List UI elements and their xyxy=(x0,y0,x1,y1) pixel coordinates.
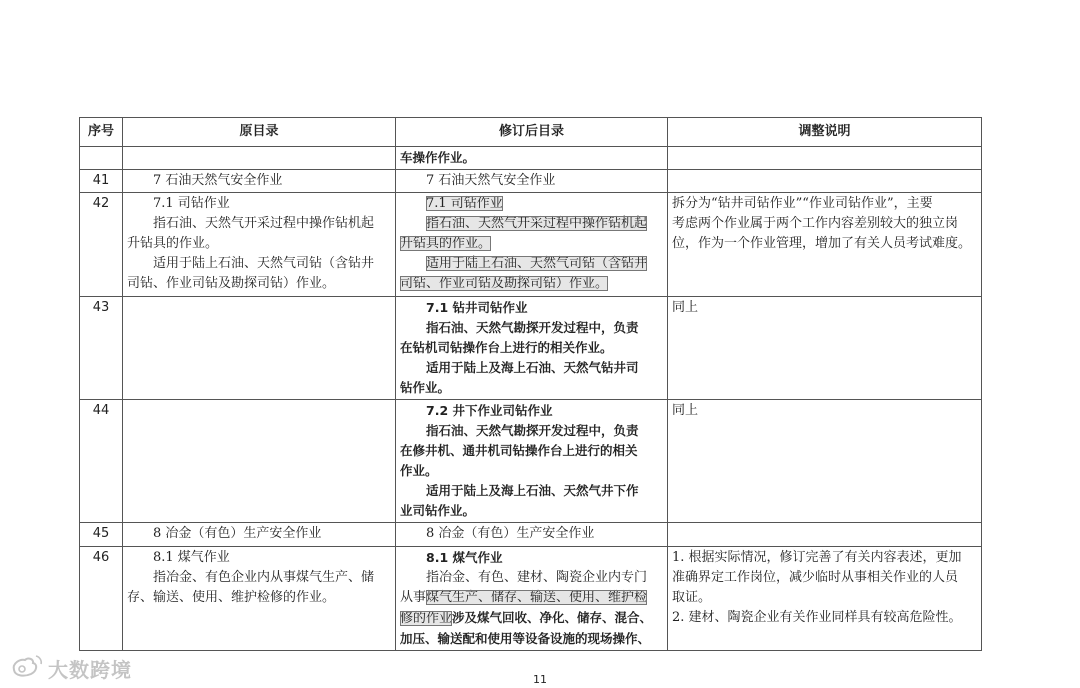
orig-cell xyxy=(123,547,396,651)
rev-cell xyxy=(396,193,668,297)
table-header-row xyxy=(80,118,982,147)
table-row xyxy=(80,193,982,297)
row-num: 45 xyxy=(80,523,123,547)
highlighted-text: 司钻、作业司钻及勘探司钻）作业。 xyxy=(400,276,609,291)
orig-line: 7.1 司钻作业 xyxy=(153,196,230,211)
row-num: 41 xyxy=(80,170,123,193)
note-cell xyxy=(668,193,982,297)
table-row xyxy=(80,547,982,651)
note-cell xyxy=(668,170,982,193)
note-line: 考虑两个作业属于两个工作内容差别较大的独立岗 xyxy=(672,216,959,231)
rev-line: 7.1 钻井司钻作业 xyxy=(426,300,528,315)
col-header-revised: 修订后目录 xyxy=(396,118,668,147)
rev-cell xyxy=(396,400,668,523)
rev-line: 业司钻作业。 xyxy=(400,503,476,518)
orig-cell xyxy=(123,147,396,170)
highlighted-text: 升钻具的作业。 xyxy=(400,236,492,251)
orig-line: 适用于陆上石油、天然气司钻（含钻井 xyxy=(153,256,375,271)
note-line: 取证。 xyxy=(672,590,712,605)
orig-cell xyxy=(123,170,396,193)
table-row xyxy=(80,523,982,547)
rev-line: 8.1 煤气作业 xyxy=(426,550,503,565)
row-num: 42 xyxy=(80,193,123,297)
revision-table xyxy=(79,117,982,651)
rev-line: 在修井机、通井机司钻操作台上进行的相关 xyxy=(400,443,638,458)
note-line: 位，作为一个作业管理，增加了有关人员考试难度。 xyxy=(672,236,972,251)
rev-line: 指冶金、有色、建材、陶瓷企业内专门 xyxy=(426,570,648,585)
watermark-text: 大数跨境 xyxy=(48,657,132,682)
rev-line: 作业。 xyxy=(400,463,438,478)
highlighted-text: 7.1 司钻作业 xyxy=(426,196,503,211)
orig-line: 8 冶金（有色）生产安全作业 xyxy=(153,526,322,541)
note-line: 同上 xyxy=(672,403,699,418)
row-num: 44 xyxy=(80,400,123,523)
note-cell xyxy=(668,547,982,651)
row-num: 43 xyxy=(80,297,123,400)
orig-line: 存、输送、使用、维护检修的作业。 xyxy=(127,590,336,605)
highlighted-text: 煤气生产、储存、输送、使用、维护检 xyxy=(426,590,648,605)
note-cell xyxy=(668,523,982,547)
rev-cell xyxy=(396,147,668,170)
orig-line: 升钻具的作业。 xyxy=(127,236,219,251)
rev-cell xyxy=(396,523,668,547)
col-header-note: 调整说明 xyxy=(668,118,982,147)
highlighted-text: 指石油、天然气开采过程中操作钻机起 xyxy=(426,216,648,231)
note-cell xyxy=(668,400,982,523)
table-row xyxy=(80,147,982,170)
highlighted-text: 修的作业 xyxy=(400,611,453,626)
orig-line: 7 石油天然气安全作业 xyxy=(153,173,283,188)
rev-line: 适用于陆上及海上石油、天然气井下作 xyxy=(426,483,639,498)
orig-cell xyxy=(123,193,396,297)
note-cell xyxy=(668,147,982,170)
row-num xyxy=(80,147,123,170)
highlighted-text: 适用于陆上石油、天然气司钻（含钻井 xyxy=(426,256,648,271)
orig-cell xyxy=(123,523,396,547)
rev-line: 指石油、天然气勘探开发过程中，负责 xyxy=(426,320,639,335)
note-line: 同上 xyxy=(672,300,699,315)
orig-line: 司钻、作业司钻及勘探司钻）作业。 xyxy=(127,276,336,291)
orig-cell xyxy=(123,297,396,400)
table-row xyxy=(80,170,982,193)
rev-line: 钻作业。 xyxy=(400,380,451,395)
orig-line: 指冶金、有色企业内从事煤气生产、储 xyxy=(153,570,375,585)
rev-text: 从事 xyxy=(400,590,427,605)
rev-line: 在钻机司钻操作台上进行的相关作业。 xyxy=(400,340,613,355)
rev-cell xyxy=(396,547,668,651)
rev-cell xyxy=(396,297,668,400)
orig-line: 指石油、天然气开采过程中操作钻机起 xyxy=(153,216,375,231)
rev-line: 车操作作业。 xyxy=(400,150,476,165)
col-header-original: 原目录 xyxy=(123,118,396,147)
rev-line: 7 石油天然气安全作业 xyxy=(426,173,556,188)
orig-line: 8.1 煤气作业 xyxy=(153,550,230,565)
rev-line: 适用于陆上及海上石油、天然气钻井司 xyxy=(426,360,639,375)
note-line: 准确界定工作岗位，减少临时从事相关作业的人员 xyxy=(672,570,959,585)
rev-text: 涉及煤气回收、净化、储存、混合、 xyxy=(452,610,653,625)
note-cell xyxy=(668,297,982,400)
rev-line: 指石油、天然气勘探开发过程中，负责 xyxy=(426,423,639,438)
note-line: 1. 根据实际情况，修订完善了有关内容表述，更加 xyxy=(672,550,962,565)
table-row xyxy=(80,297,982,400)
row-num: 46 xyxy=(80,547,123,651)
note-line: 2. 建材、陶瓷企业有关作业同样具有较高危险性。 xyxy=(672,610,962,625)
rev-cell xyxy=(396,170,668,193)
rev-line: 8 冶金（有色）生产安全作业 xyxy=(426,526,595,541)
orig-cell xyxy=(123,400,396,523)
rev-line: 加压、输送配和使用等设备设施的现场操作、 xyxy=(400,631,651,646)
col-header-seq: 序号 xyxy=(80,118,123,147)
table-row xyxy=(80,400,982,523)
note-line: 拆分为“钻井司钻作业”“作业司钻作业”，主要 xyxy=(672,196,933,211)
rev-line: 7.2 井下作业司钻作业 xyxy=(426,403,553,418)
page-number: 11 xyxy=(533,673,547,686)
